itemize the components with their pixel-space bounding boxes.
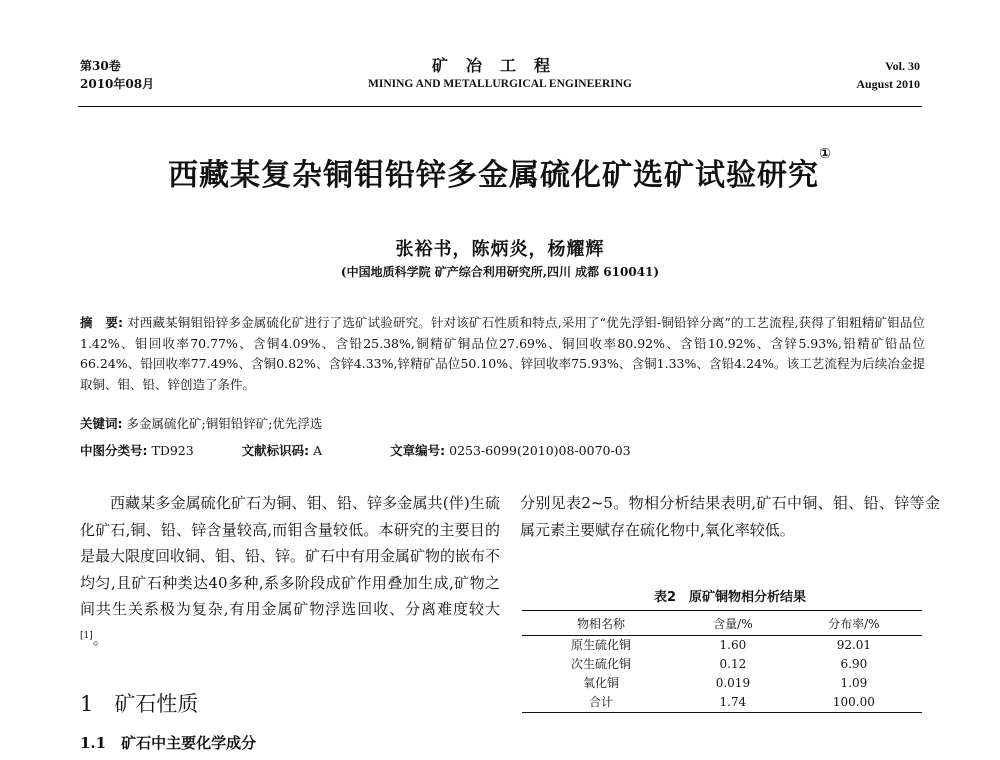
- title-footnote-mark: ①: [819, 146, 832, 162]
- table2: [522, 610, 922, 713]
- doc-code-value: A: [313, 443, 323, 458]
- table-cell: 1.60: [719, 638, 747, 652]
- table-row: [522, 655, 922, 674]
- table-row: [522, 674, 922, 693]
- table-cell: 次生硫化铜: [571, 657, 632, 671]
- volume-en: Vol. 30: [885, 59, 920, 73]
- table2-caption: 表2 原矿铜物相分析结果: [653, 590, 807, 605]
- table-cell: 1.74: [719, 695, 747, 709]
- article-title-text: 西藏某复杂铜钼铅锌多金属硫化矿选矿试验研究: [168, 158, 820, 193]
- table-cell: 92.01: [836, 638, 872, 652]
- intro-end: 。: [92, 629, 108, 648]
- article-number-label: 文章编号:: [390, 443, 446, 458]
- table-row: [522, 693, 922, 713]
- table-row: [522, 636, 922, 656]
- col-header: 含量/%: [713, 616, 753, 631]
- journal-name: [300, 56, 700, 92]
- article-number-value: 0253-6099(2010)08-0070-03: [449, 443, 631, 458]
- intro-paragraph: [80, 490, 500, 652]
- journal-name-en: MINING AND METALLURGICAL ENGINEERING: [367, 78, 632, 90]
- section-heading-1: 1 矿石性质: [80, 692, 199, 716]
- table-cell: 合计: [589, 695, 614, 709]
- table-cell: 100.00: [832, 695, 875, 709]
- header-right: [856, 57, 920, 93]
- header-divider: [78, 106, 922, 107]
- col-header: 分布率/%: [828, 616, 880, 631]
- affiliation: (中国地质科学院 矿产综合利用研究所,四川 成都 610041): [340, 265, 660, 279]
- table-cell: 1.09: [840, 676, 868, 690]
- abstract-text: 对西藏某铜钼铅锌多金属硫化矿进行了选矿试验研究。针对该矿石性质和特点,采用了“优先浮钼-铜铅锌分离”的工艺流程,获得了钼粗精矿钼品位1.42%、钼回收率70.77%、含铜4.09%、含铅25.38%,铜精矿铜品位27.69%、铜回收率80.92%、含铅10.92%、含锌5.93%,铅精矿铅品位66.24%、铅回收率77.49%、含铜0.82%、含锌4.33%,锌精矿品位50.10%、锌回收率75.93%、含铜1.33%、含铅4.24%。该工艺流程为后续冶金提取铜、钼、铅、锌创造了条件。: [80, 315, 925, 392]
- section-heading-1-1: 1.1 矿石中主要化学成分: [80, 734, 257, 752]
- table-cell: 0.019: [715, 676, 751, 690]
- keywords: [80, 414, 322, 432]
- table-cell: 6.90: [840, 657, 868, 671]
- doc-code-label: 文献标识码:: [241, 443, 310, 458]
- citation-ref[interactable]: [1]: [80, 630, 93, 641]
- clc-value: TD923: [151, 443, 194, 458]
- journal-name-cn: 矿冶工程: [431, 56, 568, 75]
- authors: 张裕书，陈炳炎，杨耀辉: [395, 239, 605, 260]
- classification-line: [80, 441, 920, 459]
- abstract-label: 摘 要:: [80, 315, 123, 330]
- clc-label: 中图分类号:: [80, 443, 148, 458]
- col-header: 物相名称: [577, 616, 626, 631]
- right-paragraph: 分别见表2~5。物相分析结果表明,矿石中铜、钼、铅、锌等金属元素主要赋存在硫化物中,氧化率较低。: [520, 494, 940, 539]
- date-en: August 2010: [856, 77, 920, 91]
- keywords-label: 关键词:: [80, 416, 123, 431]
- table-cell: 原生硫化铜: [571, 638, 632, 652]
- table-header-row: [522, 611, 922, 636]
- keywords-text: 多金属硫化矿;铜钼铅锌矿;优先浮选: [126, 416, 323, 431]
- volume-cn: 第30卷: [80, 59, 121, 73]
- table-cell: 氧化铜: [583, 676, 620, 690]
- intro-text: 西藏某多金属硫化矿石为铜、钼、铅、锌多金属共(伴)生硫化矿石,铜、铅、锌含量较高,而钼含量较低。本研究的主要目的是最大限度回收铜、钼、铅、锌。矿石中有用金属矿物的嵌布不均匀,且矿石种类达40多种,系多阶段成矿作用叠加生成,矿物之间共生关系极为复杂,有用金属矿物浮选回收、分离难度较大: [80, 494, 501, 618]
- abstract: [80, 313, 925, 395]
- table-cell: 0.12: [719, 657, 747, 671]
- date-cn: 2010年08月: [80, 77, 155, 91]
- header-left: [80, 57, 154, 93]
- article-title: [0, 146, 1000, 194]
